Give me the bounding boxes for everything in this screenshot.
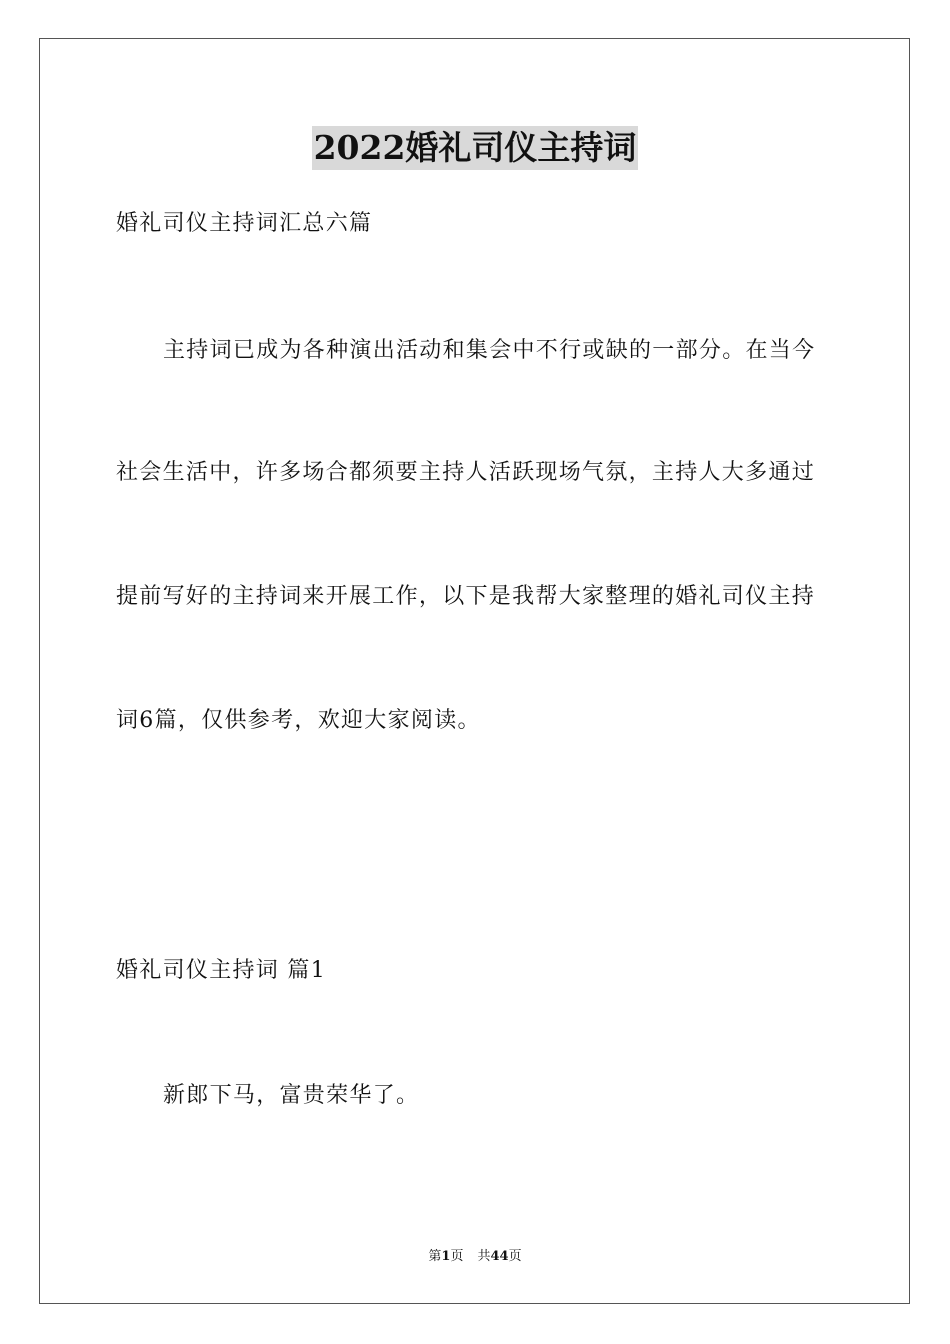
footer-page-suffix: 页 bbox=[450, 1249, 464, 1264]
page-footer bbox=[0, 1248, 950, 1266]
footer-total-prefix: 共 bbox=[477, 1249, 491, 1264]
section-heading: 婚礼司仪主持词 篇1 bbox=[116, 958, 326, 983]
intro-line-2: 社会生活中，许多场合都须要主持人活跃现场气氛，主持人大多通过 bbox=[116, 460, 816, 485]
section-first-line: 新郎下马，富贵荣华了。 bbox=[163, 1083, 420, 1108]
intro-line-3: 提前写好的主持词来开展工作，以下是我帮大家整理的婚礼司仪主持 bbox=[116, 584, 816, 609]
footer-page-prefix: 第 bbox=[428, 1249, 442, 1264]
document-title: 2022婚礼司仪主持词 bbox=[312, 126, 639, 170]
intro-line-4: 词6篇，仅供参考，欢迎大家阅读。 bbox=[116, 708, 481, 733]
footer-total-suffix: 页 bbox=[508, 1249, 522, 1264]
document-title-block bbox=[0, 126, 950, 170]
document-subtitle: 婚礼司仪主持词汇总六篇 bbox=[116, 211, 373, 236]
intro-line-1: 主持词已成为各种演出活动和集会中不行或缺的一部分。在当今 bbox=[163, 338, 816, 363]
footer-total-pages: 44 bbox=[490, 1249, 509, 1264]
footer-page-number: 1 bbox=[441, 1249, 451, 1264]
